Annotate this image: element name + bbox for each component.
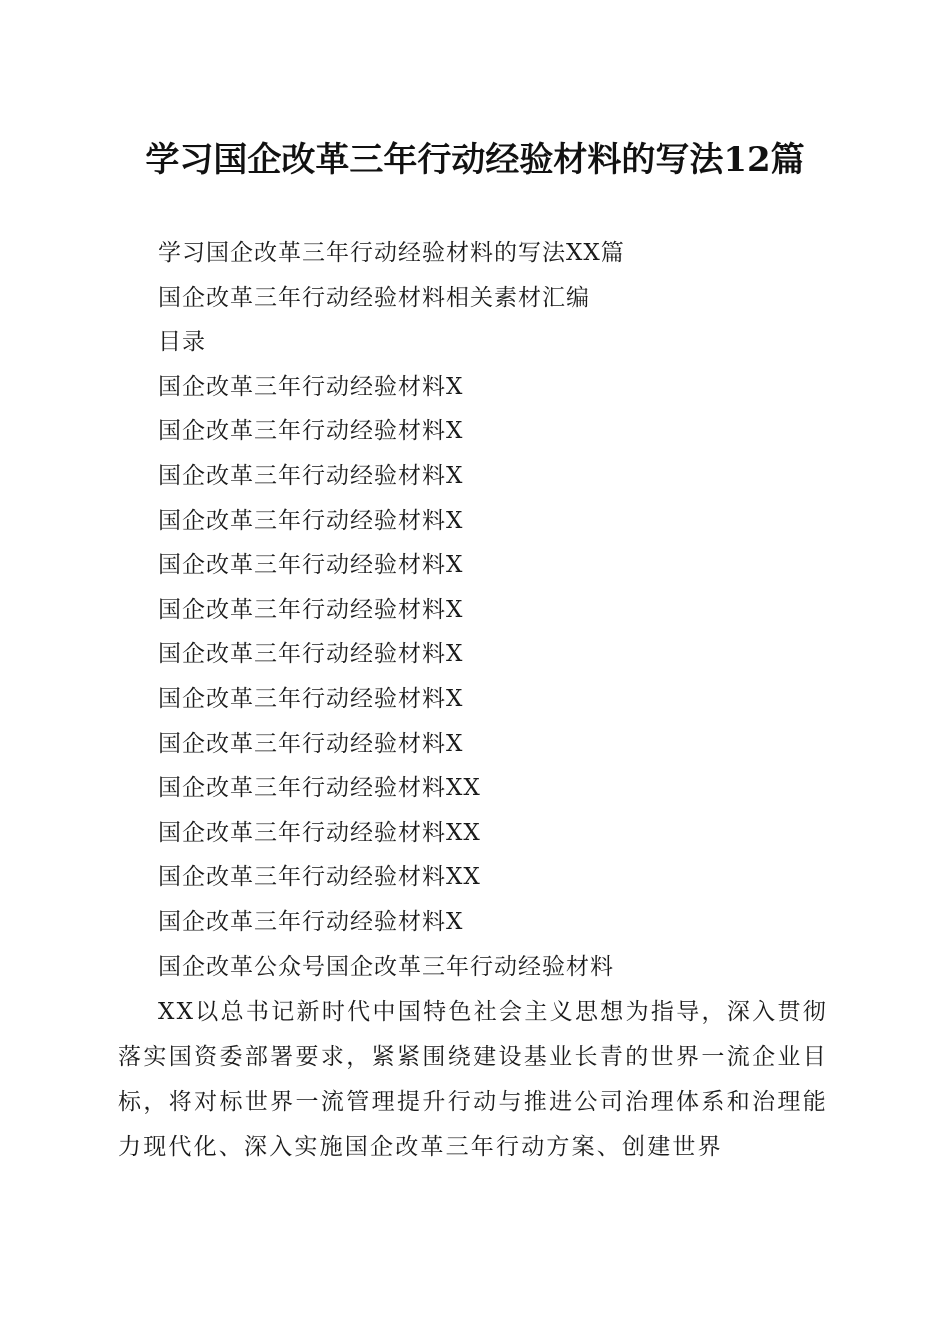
toc-line: 国企改革公众号国企改革三年行动经验材料 [158, 953, 614, 980]
toc-line: 国企改革三年行动经验材料X [158, 685, 464, 712]
toc-line: 国企改革三年行动经验材料X [158, 641, 464, 668]
toc-line: 国企改革三年行动经验材料X [158, 462, 464, 489]
toc-line: 国企改革三年行动经验材料XX [158, 775, 481, 802]
toc-line: 国企改革三年行动经验材料X [158, 507, 464, 534]
toc-line: 国企改革三年行动经验材料X [158, 552, 464, 579]
toc-line: 国企改革三年行动经验材料相关素材汇编 [158, 284, 590, 311]
toc-line: 国企改革三年行动经验材料X [158, 908, 464, 935]
toc-line: 国企改革三年行动经验材料XX [158, 864, 481, 891]
toc-line: 国企改革三年行动经验材料XX [158, 819, 481, 846]
toc-line: 国企改革三年行动经验材料X [158, 596, 464, 623]
toc-line: 国企改革三年行动经验材料X [158, 373, 464, 400]
toc-line: 学习国企改革三年行动经验材料的写法XX篇 [158, 240, 625, 266]
document-title: 学习国企改革三年行动经验材料的写法12篇 [145, 140, 805, 180]
toc-list [158, 231, 838, 989]
body-paragraph: XX以总书记新时代中国特色社会主义思想为指导，深入贯彻落实国资委部署要求，紧紧围绕建设基业长青的世界一流企业目标，将对标世界一流管理提升行动与推进公司治理体系和治理能力现代化、深入实施国企改革三年行动方案、创建世界 [118, 999, 828, 1160]
toc-line: 国企改革三年行动经验材料X [158, 418, 464, 445]
toc-line: 国企改革三年行动经验材料X [158, 730, 464, 757]
toc-line: 目录 [158, 329, 206, 356]
